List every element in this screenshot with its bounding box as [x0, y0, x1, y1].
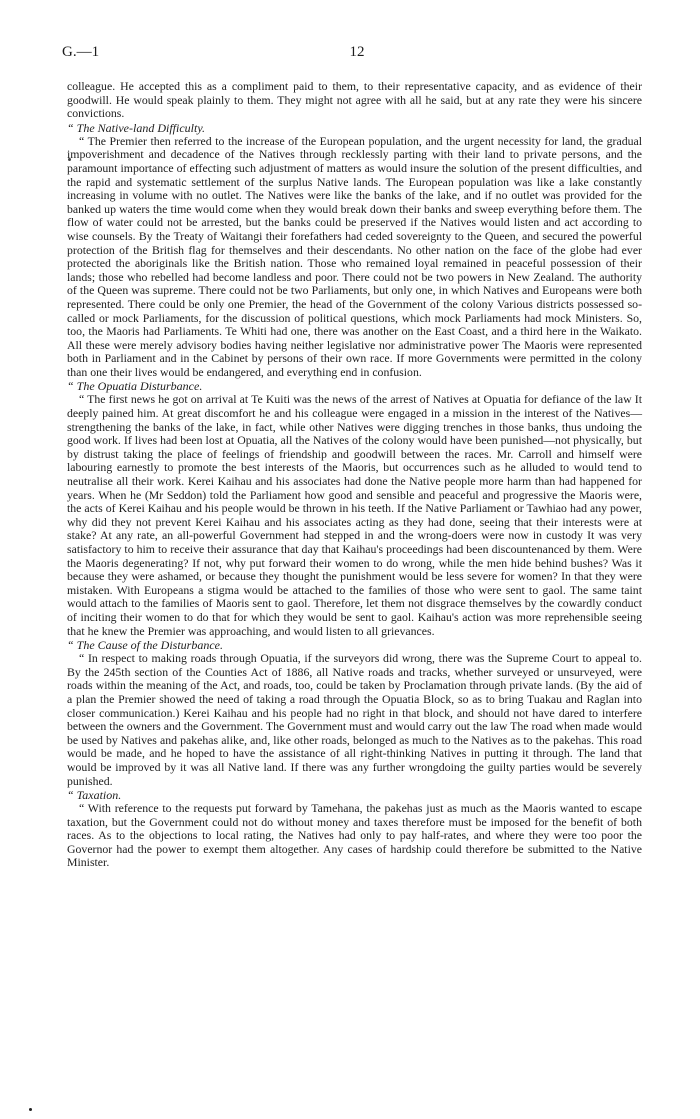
parliamentary-paper-reference: G.—1 — [62, 44, 100, 60]
page-header — [62, 44, 642, 64]
paragraph-cause-of-disturbance: “ In respect to making roads through Opuatia, if the surveyors did wrong, there was the Supreme Court to appeal to. By the 245th section of the Counties Act of 1886, all Native roads and tracks, whether surveyed or unsurveyed, were roads within the meaning of the Act, and roads, too, could be taken by Proclamation through private lands. (By the aid of a plan the Premier showed the need of taking a road through the Opuatia Block, so as to bring Tuakau and Raglan into closer communication.) Kerei Kaihau and his people had no right in that block, and should not have dared to interfere between the owners and the Government. The Government must and would carry out the law The road when made would be used by Natives and pakehas alike, and, like other roads, belonged as much to the Natives as to the pakehas. This road would be made, and he hoped to have the assistance of all right-thinking Natives in putting it through. The land that would be improved by it was all Native land. If there was any further wrongdoing the guilty parties would be severely punished. — [67, 651, 642, 788]
document-body — [67, 80, 642, 870]
heading-taxation: “ Taxation. — [67, 788, 122, 803]
paragraph-opuatia-disturbance: “ The first news he got on arrival at Te Kuiti was the news of the arrest of Natives at Opuatia for defiance of the law It deeply pained him. At great discomfort he and his colleague were engaged in a mission in the interest of the Natives—strengthening the banks of the lake, in fact, while other Natives were digging trenches in those banks, thus undoing the good work. If lives had been lost at Opuatia, all the Natives of the colony would have been punished—not physically, but by distrust taking the place of feelings of friendship and goodwill between the races. Mr. Carroll and himself were labouring earnestly to promote the best interests of the Maoris, but occurrences such as he alluded to would tend to neutralise all their work. Kerei Kaihau and his associates had done the Native people more harm than had happened for years. When he (Mr Seddon) told the Parliament how good and sensible and peaceful and progressive the Maoris were, the acts of Kerei Kaihau and his people would be thrown in his teeth. If the Native Parliament or Tawhiao had any power, why did they not prevent Kerei Kaihau and his associates acting as they had done, seeing that their interests were at stake? At any rate, an all-powerful Government had stepped in and the wrong-doers were now in custody It was very satisfactory to him to receive their assurance that day that Kaihau's proceedings had been discountenanced by them. Were the Maoris degenerating? If not, why put forward their women to do wrong, while the men hide behind bushes? Was it because they were ashamed, or because they thought the punishment would be less severe for women? In that they were mistaken. With Europeans a stigma would be attached to the families of those who were sent to gaol. The same taint would attach to the families of Maoris sent to gaol. Therefore, let them not disgrace themselves by the cowardly conduct of inciting their women to do that for which they would be sent to gaol. Kaihau's action was more reprehensible seeing that he knew the Premier was approaching, and would listen to all grievances. — [67, 392, 642, 638]
heading-opuatia-disturbance: “ The Opuatia Disturbance. — [67, 379, 203, 394]
paragraph-taxation: “ With reference to the requests put forward by Tamehana, the pakehas just as much as the Maoris wanted to escape taxation, but the Government could not do without money and taxes therefore must be imposed for the benefit of both races. As to the objections to local rating, the Natives had only to pay half-rates, and where they were too poor the Governor had the power to exempt them altogether. Any cases of hardship could therefore be submitted to the Native Minister. — [67, 801, 642, 870]
heading-native-land-difficulty: “ The Native-land Difficulty. — [67, 120, 205, 135]
paragraph-opening: colleague. He accepted this as a compliment paid to them, to their representative capacity, and as evidence of their goodwill. He would speak plainly to them. They might not agree with all he said, but at any rate they were his sincere convictions. — [67, 79, 642, 121]
paragraph-native-land-difficulty: “ The Premier then referred to the increase of the European population, and the urgent necessity for land, the gradual impoverishment and decadence of the Natives through recklessly parting with their land to private persons, and the paramount importance of effecting such adjustment of matters as would insure the solution of the present difficulties, and the rapid and systematic settlement of the surplus Native lands. The European population was like a lake constantly increasing in volume with no outlet. The Natives were like the banks of the lake, and if no outlet was provided for the banked up waters the time would come when they would break down their banks and sweep everything before them. The flow of water could not be arrested, but the banks could be preserved if the Natives would listen and act according to wise counsels. By the Treaty of Waitangi their forefathers had ceded sovereignty to the Queen, and secured the powerful protection of the British flag for themselves and their descendants. No other nation on the face of the globe had ever protected the aboriginals like the British nation. Those who remained loyal remained in peaceful possession of their lands; those who rebelled had become landless and poor. There could not be two powers in New Zealand. The authority of the Queen was supreme. There could not be two Parliaments, but only one, in which Natives and Europeans were both represented. There could be only one Premier, the head of the Government of the colony Various districts possessed so-called or mock Parliaments, for the discussion of political questions, which mock Parliaments had mock Ministers. So, too, the Maoris had Parliaments. Te Whiti had one, there was another on the East Coast, and a third here in the Waikato. All these were merely advisory bodies having neither legislative nor administrative power The Maoris were represented both in Parliament and in the Cabinet by persons of their own race. If more Governments were permitted in the colony than one their lives would be endangered, and everything end in confusion. — [67, 133, 642, 379]
page-number: 12 — [349, 44, 365, 60]
heading-cause-of-disturbance: “ The Cause of the Disturbance. — [67, 638, 223, 653]
scan-dot-mark — [29, 1108, 32, 1111]
